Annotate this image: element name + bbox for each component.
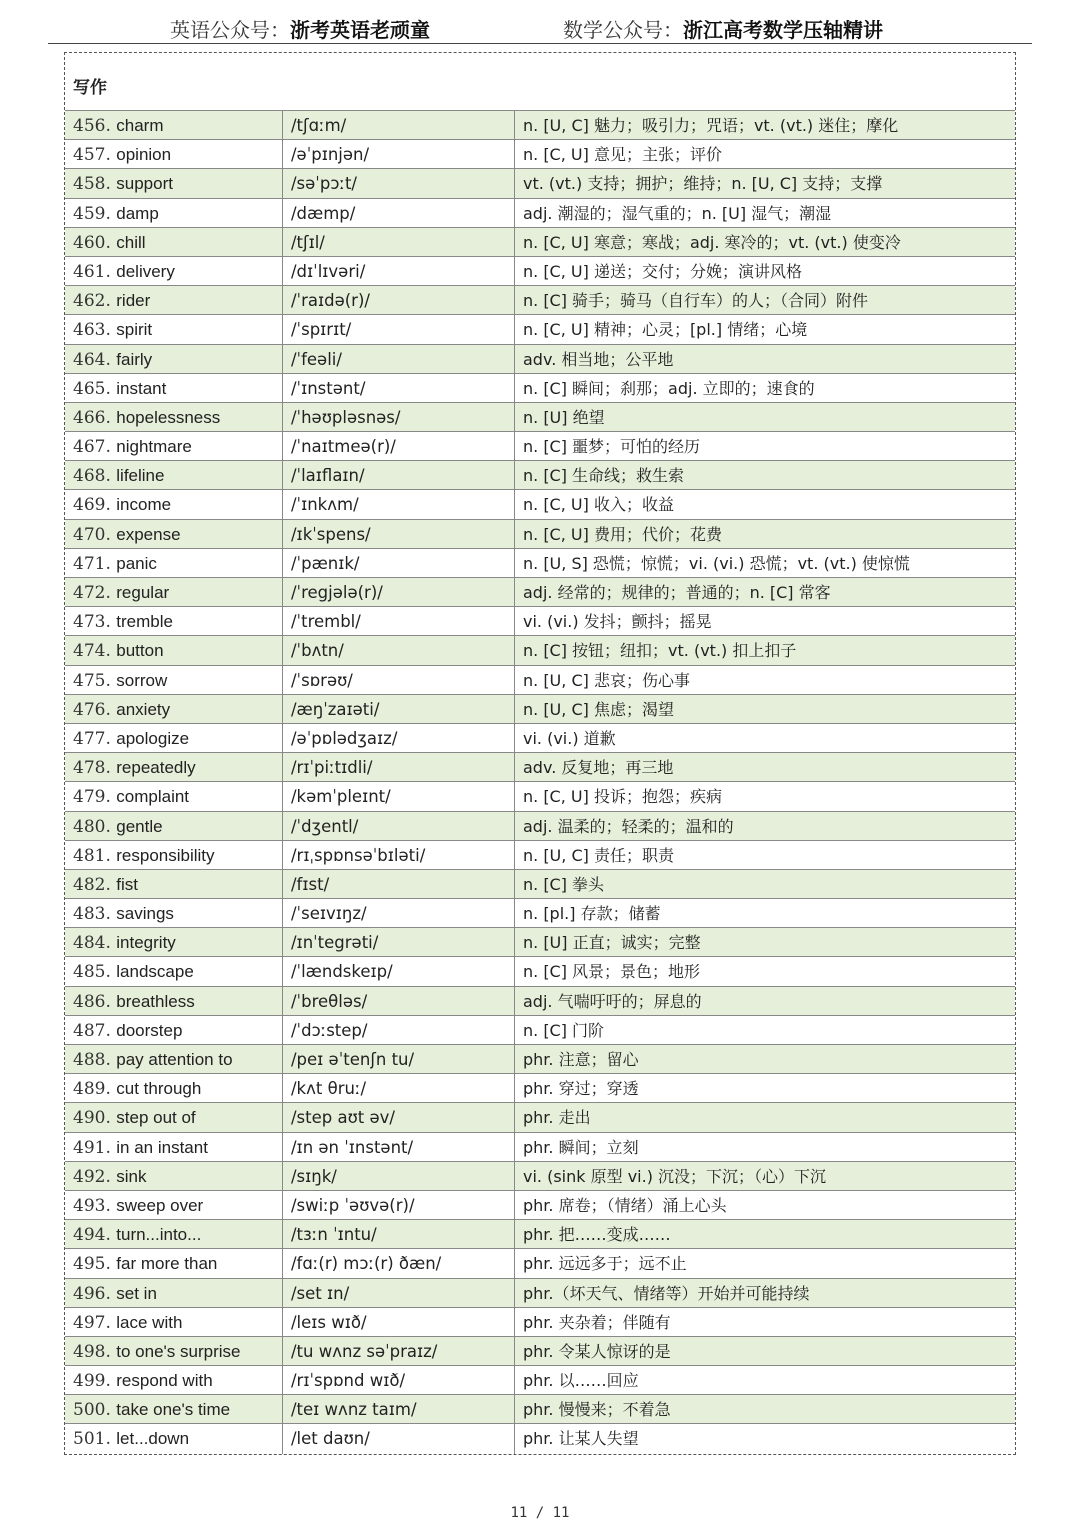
entry-number: 461. <box>73 261 111 282</box>
meaning-cell: phr. 瞬间；立刻 <box>523 1137 639 1157</box>
word-text: hopelessness <box>116 407 221 427</box>
meaning-cell: adj. 潮湿的；湿气重的；n. [U] 湿气；潮湿 <box>523 203 832 223</box>
word-text: chill <box>116 232 146 252</box>
word-cell <box>65 987 283 1015</box>
meaning-cell: phr. 让某人失望 <box>523 1429 639 1449</box>
word-text: to one's surprise <box>116 1341 241 1361</box>
phonetic-cell: /ˈɪnstənt/ <box>283 374 515 402</box>
entry-number: 489. <box>73 1079 111 1100</box>
word-text: charm <box>116 116 164 135</box>
phonetic-cell: /ɪkˈspens/ <box>283 520 515 548</box>
entry-number: 486. <box>73 991 111 1012</box>
entry-number: 468. <box>73 466 111 487</box>
entry-number: 458. <box>73 174 111 195</box>
meaning-cell: n. [U, C] 焦虑；渴望 <box>523 699 674 719</box>
word-text: instant <box>116 378 167 398</box>
header-divider <box>48 43 1032 44</box>
table-row <box>65 1191 1015 1220</box>
table-row <box>65 1016 1015 1045</box>
word-text: delivery <box>116 261 175 281</box>
meaning-cell: phr. 以……回应 <box>523 1371 639 1391</box>
entry-number: 481. <box>73 845 111 866</box>
phonetic-cell: /fɑː(r) mɔː(r) ðæn/ <box>283 1249 515 1277</box>
phonetic-cell: /rɪˈspɒnd wɪð/ <box>283 1366 515 1394</box>
word-text: sorrow <box>116 670 168 690</box>
word-cell <box>65 957 283 985</box>
phonetic-cell: /əˈpɪnjən/ <box>283 140 515 168</box>
meaning-cell: n. [C] 风景；景色；地形 <box>523 962 701 982</box>
word-cell <box>65 286 283 314</box>
meaning-cell: n. [C] 拳头 <box>523 874 605 894</box>
word-cell <box>65 1191 283 1219</box>
table-row <box>65 1279 1015 1308</box>
word-cell <box>65 1016 283 1044</box>
word-cell <box>65 461 283 489</box>
meaning-cell: n. [C] 噩梦；可怕的经历 <box>523 437 701 457</box>
entry-number: 476. <box>73 699 111 720</box>
page-number: 11 / 11 <box>510 1505 570 1521</box>
phonetic-cell: /ˈdɔːstep/ <box>283 1016 515 1044</box>
table-row <box>65 257 1015 286</box>
table-body <box>65 111 1015 1454</box>
word-text: responsibility <box>116 845 215 865</box>
word-cell <box>65 228 283 256</box>
word-cell <box>65 490 283 518</box>
word-text: repeatedly <box>116 758 196 778</box>
word-cell <box>65 111 283 139</box>
word-cell <box>65 1133 283 1161</box>
entry-number: 474. <box>73 641 111 662</box>
table-row <box>65 1337 1015 1366</box>
word-cell <box>65 1366 283 1394</box>
table-row <box>65 607 1015 636</box>
table-row <box>65 899 1015 928</box>
meaning-cell: phr. 令某人惊讶的是 <box>523 1341 671 1361</box>
word-text: turn...into... <box>116 1225 202 1245</box>
meaning-cell: adj. 经常的；规律的；普通的；n. [C] 常客 <box>523 583 831 602</box>
entry-number: 477. <box>73 728 111 749</box>
word-text: button <box>116 641 164 661</box>
word-text: fist <box>116 874 138 894</box>
entry-number: 491. <box>73 1137 111 1158</box>
entry-number: 496. <box>73 1283 111 1304</box>
table-row <box>65 111 1015 140</box>
word-text: take one's time <box>116 1400 231 1420</box>
meaning-cell: n. [C, U] 精神；心灵；[pl.] 情绪；心境 <box>523 320 808 340</box>
word-text: landscape <box>116 962 194 982</box>
entry-number: 487. <box>73 1020 111 1041</box>
table-row <box>65 403 1015 432</box>
table-row <box>65 928 1015 957</box>
word-cell <box>65 140 283 168</box>
word-cell <box>65 374 283 402</box>
table-row <box>65 461 1015 490</box>
entry-number: 479. <box>73 787 111 808</box>
phonetic-cell: /leɪs wɪð/ <box>283 1308 515 1336</box>
meaning-cell: phr. 慢慢来；不着急 <box>523 1400 671 1420</box>
entry-number: 460. <box>73 232 111 253</box>
word-cell <box>65 607 283 635</box>
entry-number: 457. <box>73 145 111 166</box>
phonetic-cell: /tɜːn ˈɪntu/ <box>283 1220 515 1248</box>
entry-number: 493. <box>73 1195 111 1216</box>
word-text: cut through <box>116 1079 202 1099</box>
table-row <box>65 1133 1015 1162</box>
table-row <box>65 1249 1015 1278</box>
entry-number: 464. <box>73 349 111 370</box>
phonetic-cell: /kʌt θruː/ <box>283 1074 515 1102</box>
math-account: 数学公众号：浙江高考数学压轴精讲 <box>563 18 883 42</box>
table-row <box>65 987 1015 1016</box>
table-row <box>65 1045 1015 1074</box>
table-row <box>65 578 1015 607</box>
entry-number: 456. <box>73 116 111 136</box>
word-cell <box>65 1103 283 1131</box>
phonetic-cell: /tu wʌnz səˈpraɪz/ <box>283 1337 515 1365</box>
word-text: expense <box>116 524 181 544</box>
phonetic-cell: /swiːp ˈəʊvə(r)/ <box>283 1191 515 1219</box>
word-cell <box>65 928 283 956</box>
phonetic-cell: /peɪ əˈtenʃn tu/ <box>283 1045 515 1073</box>
word-cell <box>65 666 283 694</box>
word-text: panic <box>116 553 157 573</box>
meaning-cell: vi. (sink 原型 vi.) 沉没；下沉；（心）下沉 <box>523 1166 827 1186</box>
phonetic-cell: /ɪn ən ˈɪnstənt/ <box>283 1133 515 1161</box>
table-row <box>65 636 1015 665</box>
word-cell <box>65 1249 283 1277</box>
entry-number: 459. <box>73 203 111 224</box>
phonetic-cell: /let daʊn/ <box>283 1424 515 1453</box>
word-cell <box>65 636 283 664</box>
word-cell <box>65 753 283 781</box>
word-cell <box>65 403 283 431</box>
word-text: income <box>116 495 172 515</box>
entry-number: 497. <box>73 1312 111 1333</box>
meaning-cell: phr. 注意；留心 <box>523 1050 639 1069</box>
table-row <box>65 286 1015 315</box>
word-text: in an instant <box>116 1137 208 1157</box>
phonetic-cell: /tʃɑːm/ <box>283 111 515 139</box>
word-text: sweep over <box>116 1195 204 1215</box>
phonetic-cell: /ɪnˈtegrəti/ <box>283 928 515 956</box>
table-row <box>65 228 1015 257</box>
meaning-cell: phr.（坏天气、情绪等）开始并可能持续 <box>523 1283 810 1303</box>
word-cell <box>65 549 283 577</box>
word-text: nightmare <box>116 437 192 457</box>
table-row <box>65 1162 1015 1191</box>
entry-number: 488. <box>73 1050 111 1070</box>
word-cell <box>65 432 283 460</box>
phonetic-cell: /sɪŋk/ <box>283 1162 515 1190</box>
table-row <box>65 169 1015 198</box>
meaning-cell: adv. 反复地；再三地 <box>523 758 674 778</box>
word-cell <box>65 1308 283 1336</box>
entry-number: 499. <box>73 1371 111 1392</box>
word-text: doorstep <box>116 1020 183 1040</box>
word-cell <box>65 1162 283 1190</box>
word-text: tremble <box>116 612 173 632</box>
entry-number: 471. <box>73 553 111 574</box>
table-row <box>65 957 1015 986</box>
word-text: fairly <box>116 349 153 369</box>
entry-number: 473. <box>73 612 111 633</box>
phonetic-cell: /ˈbreθləs/ <box>283 987 515 1015</box>
table-row <box>65 1220 1015 1249</box>
meaning-cell: n. [U, C] 魅力；吸引力；咒语；vt. (vt.) 迷住；摩化 <box>523 116 899 135</box>
word-cell <box>65 1074 283 1102</box>
word-text: integrity <box>116 933 176 953</box>
phonetic-cell: /ˈspɪrɪt/ <box>283 315 515 343</box>
phonetic-cell: /dæmp/ <box>283 199 515 227</box>
word-cell <box>65 1395 283 1423</box>
table-row <box>65 490 1015 519</box>
entry-number: 485. <box>73 962 111 983</box>
table-row <box>65 199 1015 228</box>
word-cell <box>65 1424 283 1453</box>
meaning-cell: n. [C] 生命线；救生索 <box>523 466 685 486</box>
table-row <box>65 1103 1015 1132</box>
word-cell <box>65 695 283 723</box>
word-cell <box>65 345 283 373</box>
word-cell <box>65 1279 283 1307</box>
word-cell <box>65 870 283 898</box>
meaning-cell: n. [U] 正直；诚实；完整 <box>523 933 701 953</box>
phonetic-cell: /ˈlaɪflaɪn/ <box>283 461 515 489</box>
meaning-cell: n. [U, C] 责任；职责 <box>523 845 674 865</box>
entry-number: 501. <box>73 1429 111 1450</box>
word-text: lifeline <box>116 466 165 486</box>
table-row <box>65 1308 1015 1337</box>
meaning-cell: n. [U, C] 悲哀；伤心事 <box>523 670 690 690</box>
table-row <box>65 870 1015 899</box>
word-cell <box>65 520 283 548</box>
phonetic-cell: /ˈregjələ(r)/ <box>283 578 515 606</box>
entry-number: 478. <box>73 758 111 779</box>
entry-number: 467. <box>73 437 111 458</box>
phonetic-cell: /səˈpɔːt/ <box>283 169 515 197</box>
entry-number: 475. <box>73 670 111 691</box>
vocab-table <box>64 52 1016 1455</box>
word-text: regular <box>116 583 170 602</box>
meaning-cell: adj. 温柔的；轻柔的；温和的 <box>523 816 734 836</box>
phonetic-cell: /əˈpɒlədʒaɪz/ <box>283 724 515 752</box>
english-account: 英语公众号：浙考英语老顽童 <box>170 18 430 42</box>
meaning-cell: n. [C, U] 投诉；抱怨；疾病 <box>523 787 722 807</box>
meaning-cell: n. [pl.] 存款；储蓄 <box>523 904 661 924</box>
phonetic-cell: /ˈɪnkʌm/ <box>283 490 515 518</box>
meaning-cell: phr. 夹杂着；伴随有 <box>523 1312 671 1332</box>
entry-number: 494. <box>73 1225 111 1246</box>
word-cell <box>65 841 283 869</box>
meaning-cell: n. [U] 绝望 <box>523 407 605 427</box>
phonetic-cell: /ˈtrembl/ <box>283 607 515 635</box>
meaning-cell: vi. (vi.) 发抖；颤抖；摇晃 <box>523 612 712 632</box>
meaning-cell: vt. (vt.) 支持；拥护；维持；n. [U, C] 支持；支撑 <box>523 174 883 194</box>
table-row <box>65 666 1015 695</box>
word-text: apologize <box>116 728 190 748</box>
phonetic-cell: /ˈnaɪtmeə(r)/ <box>283 432 515 460</box>
entry-number: 465. <box>73 378 111 399</box>
word-cell <box>65 899 283 927</box>
entry-number: 498. <box>73 1341 111 1362</box>
meaning-cell: n. [C, U] 寒意；寒战；adj. 寒冷的；vt. (vt.) 使变冷 <box>523 232 901 252</box>
phonetic-cell: /ˈraɪdə(r)/ <box>283 286 515 314</box>
word-text: breathless <box>116 991 195 1011</box>
phonetic-cell: /step aʊt əv/ <box>283 1103 515 1131</box>
word-text: complaint <box>116 787 190 807</box>
entry-number: 500. <box>73 1400 111 1421</box>
word-cell <box>65 782 283 810</box>
entry-number: 483. <box>73 904 111 925</box>
table-row <box>65 1395 1015 1424</box>
meaning-cell: phr. 穿过；穿透 <box>523 1079 639 1099</box>
phonetic-cell: /ˈfeəli/ <box>283 345 515 373</box>
table-row <box>65 695 1015 724</box>
entry-number: 469. <box>73 495 111 516</box>
phonetic-cell: /ˈsɒrəʊ/ <box>283 666 515 694</box>
table-row <box>65 782 1015 811</box>
word-text: support <box>116 174 173 194</box>
entry-number: 466. <box>73 407 111 428</box>
phonetic-cell: /rɪˌspɒnsəˈbɪləti/ <box>283 841 515 869</box>
word-cell <box>65 1337 283 1365</box>
meaning-cell: phr. 远远多于；远不止 <box>523 1254 687 1274</box>
phonetic-cell: /ˈpænɪk/ <box>283 549 515 577</box>
meaning-cell: n. [C, U] 费用；代价；花费 <box>523 524 722 544</box>
entry-number: 484. <box>73 933 111 954</box>
table-row <box>65 345 1015 374</box>
meaning-cell: n. [C, U] 递送；交付；分娩；演讲风格 <box>523 261 802 281</box>
entry-number: 480. <box>73 816 111 837</box>
phonetic-cell: /æŋˈzaɪəti/ <box>283 695 515 723</box>
word-cell <box>65 257 283 285</box>
word-text: rider <box>116 291 151 311</box>
word-text: far more than <box>116 1254 218 1274</box>
word-text: lace with <box>116 1312 183 1332</box>
section-title: 写作 <box>65 53 1015 111</box>
entry-number: 463. <box>73 320 111 341</box>
entry-number: 472. <box>73 583 111 603</box>
table-row <box>65 140 1015 169</box>
word-text: anxiety <box>116 699 171 719</box>
word-cell <box>65 199 283 227</box>
phonetic-cell: /rɪˈpiːtɪdli/ <box>283 753 515 781</box>
table-row <box>65 1366 1015 1395</box>
word-cell <box>65 1220 283 1248</box>
meaning-cell: phr. 席卷；（情绪）涌上心头 <box>523 1195 727 1215</box>
meaning-cell: n. [C, U] 收入；收益 <box>523 495 674 515</box>
table-row <box>65 753 1015 782</box>
meaning-cell: adv. 相当地；公平地 <box>523 349 674 369</box>
entry-number: 470. <box>73 524 111 545</box>
word-cell <box>65 578 283 606</box>
word-cell <box>65 315 283 343</box>
table-row <box>65 724 1015 753</box>
page-header <box>0 10 1080 42</box>
entry-number: 492. <box>73 1166 111 1187</box>
phonetic-cell: /set ɪn/ <box>283 1279 515 1307</box>
word-cell <box>65 169 283 197</box>
meaning-cell: adj. 气喘吁吁的；屏息的 <box>523 991 702 1011</box>
phonetic-cell: /dɪˈlɪvəri/ <box>283 257 515 285</box>
table-row <box>65 315 1015 344</box>
word-cell <box>65 812 283 840</box>
phonetic-cell: /ˈlændskeɪp/ <box>283 957 515 985</box>
phonetic-cell: /ˈbʌtn/ <box>283 636 515 664</box>
table-row <box>65 812 1015 841</box>
phonetic-cell: /ˈdʒentl/ <box>283 812 515 840</box>
word-text: gentle <box>116 816 163 836</box>
word-text: set in <box>116 1283 157 1303</box>
phonetic-cell: /ˈhəʊpləsnəs/ <box>283 403 515 431</box>
phonetic-cell: /fɪst/ <box>283 870 515 898</box>
entry-number: 462. <box>73 291 111 312</box>
meaning-cell: n. [C, U] 意见；主张；评价 <box>523 145 722 165</box>
meaning-cell: n. [U, S] 恐慌；惊慌；vi. (vi.) 恐慌；vt. (vt.) 使惊慌 <box>523 553 910 573</box>
meaning-cell: vi. (vi.) 道歉 <box>523 728 616 748</box>
phonetic-cell: /ˈseɪvɪŋz/ <box>283 899 515 927</box>
word-text: opinion <box>116 145 172 165</box>
meaning-cell: phr. 把……变成…… <box>523 1225 671 1245</box>
meaning-cell: n. [C] 按钮；纽扣；vt. (vt.) 扣上扣子 <box>523 641 797 661</box>
meaning-cell: n. [C] 瞬间；刹那；adj. 立即的；速食的 <box>523 378 815 398</box>
meaning-cell: n. [C] 骑手；骑马（自行车）的人；（合同）附件 <box>523 291 869 311</box>
word-text: pay attention to <box>116 1050 233 1069</box>
phonetic-cell: /teɪ wʌnz taɪm/ <box>283 1395 515 1423</box>
table-row <box>65 1074 1015 1103</box>
entry-number: 495. <box>73 1254 111 1275</box>
word-cell <box>65 1045 283 1073</box>
word-text: respond with <box>116 1371 213 1391</box>
table-row <box>65 549 1015 578</box>
table-row <box>65 520 1015 549</box>
word-text: sink <box>116 1166 147 1186</box>
entry-number: 490. <box>73 1108 111 1129</box>
word-text: step out of <box>116 1108 196 1128</box>
table-row <box>65 1424 1015 1453</box>
phonetic-cell: /kəmˈpleɪnt/ <box>283 782 515 810</box>
table-row <box>65 432 1015 461</box>
word-text: let...down <box>116 1429 190 1449</box>
table-row <box>65 374 1015 403</box>
table-row <box>65 841 1015 870</box>
word-text: damp <box>116 203 159 223</box>
word-text: savings <box>116 904 174 924</box>
word-cell <box>65 724 283 752</box>
word-text: spirit <box>116 320 153 340</box>
entry-number: 482. <box>73 874 111 895</box>
meaning-cell: n. [C] 门阶 <box>523 1020 605 1040</box>
meaning-cell: phr. 走出 <box>523 1108 591 1128</box>
phonetic-cell: /tʃɪl/ <box>283 228 515 256</box>
